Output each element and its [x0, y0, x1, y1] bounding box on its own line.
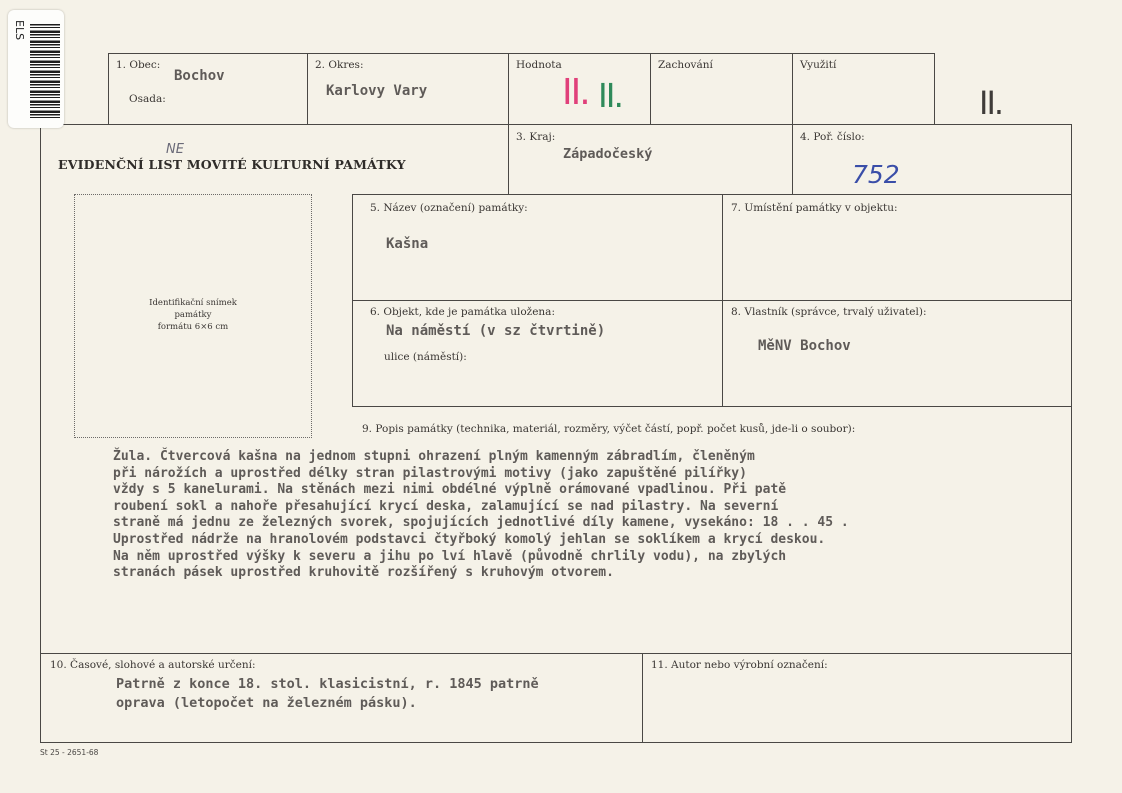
photo-caption-line1: Identifikační snímek — [149, 298, 237, 308]
page-title: EVIDENČNÍ LIST MOVITÉ KULTURNÍ PAMÁTKY — [58, 157, 406, 172]
zachovani-label: Zachování — [658, 59, 713, 71]
objekt-label: 6. Objekt, kde je památka uložena: — [370, 306, 555, 318]
objekt-value: Na náměstí (v sz čtvrtině) — [386, 323, 606, 339]
okres-label: 2. Okres: — [315, 59, 364, 71]
obec-label: 1. Obec: — [116, 59, 161, 71]
autor-label: 11. Autor nebo výrobní označení: — [651, 659, 828, 671]
kraj-value: Západočeský — [563, 146, 653, 162]
hodnota-label: Hodnota — [516, 59, 562, 71]
popis-line: roubení sokl a nahoře přesahující krycí deska, zalamující se nad pilastry. Na severní — [113, 498, 779, 514]
nazev-label: 5. Název (označení) památky: — [370, 202, 528, 214]
popis-line: při nárožích a uprostřed délky stran pilastrovými motivy (jako zapuštěné pilířky) — [113, 465, 747, 481]
barcode-icon — [30, 24, 60, 118]
hodnota-mark-red: II. — [562, 72, 589, 113]
popis-line: Žula. Čtvercová kašna na jednom stupni ohrazení plným kamenným zábradlím, členěným — [113, 449, 755, 464]
casove-label: 10. Časové, slohové a autorské určení: — [50, 659, 256, 671]
casove-line: oprava (letopočet na železném pásku). — [116, 695, 417, 711]
form-code: St 25 - 2651-68 — [40, 748, 99, 757]
popis-line: straně má jednu ze železných svorek, spojujících jednotlivé díly kamene, vysekáno: 18 . . 45 . — [113, 515, 849, 531]
photo-placeholder — [74, 194, 312, 438]
casove-line: Patrně z konce 18. stol. klasicistní, r. 1845 patrně — [116, 676, 539, 692]
popis-line: Uprostřed nádrže na hranolovém podstavci čtyřboký komolý jehlan se soklíkem a krycí deskou. — [113, 531, 826, 547]
popis-line: stranách pásek uprostřed kruhovitě rozšířený s kruhovým otvorem. — [113, 565, 614, 581]
vyuziti-label: Využití — [800, 59, 837, 71]
photo-caption-line3: formátu 6×6 cm — [157, 322, 229, 332]
photo-caption — [75, 297, 311, 333]
popis-label: 9. Popis památky (technika, materiál, rozměry, výčet částí, popř. počet kusů, jde-li o soubor): — [362, 423, 856, 435]
umisteni-label: 7. Umístění památky v objektu: — [731, 202, 898, 214]
osada-label: Osada: — [129, 93, 166, 105]
photo-caption-line2: památky — [174, 310, 212, 320]
corner-mark: II. — [979, 84, 1003, 122]
vlastnik-value: MěNV Bochov — [758, 338, 851, 354]
ulice-label: ulice (náměstí): — [384, 351, 467, 363]
kraj-label: 3. Kraj: — [516, 131, 556, 143]
nazev-value: Kašna — [386, 236, 429, 252]
obec-value: Bochov — [174, 68, 225, 84]
hodnota-mark-green: II. — [598, 76, 622, 115]
por-cislo-value: 752 — [852, 160, 900, 189]
ne-insert: NE — [166, 142, 184, 157]
okres-value: Karlovy Vary — [326, 83, 428, 99]
por-cislo-label: 4. Poř. číslo: — [800, 131, 865, 143]
popis-line: Na něm uprostřed výšky k severu a jihu po lví hlavě (původně chrlily vodu), na zbylých — [113, 548, 787, 564]
barcode-tag — [8, 10, 64, 128]
popis-text — [113, 449, 849, 582]
vlastnik-label: 8. Vlastník (správce, trvalý uživatel): — [731, 306, 927, 318]
tag-label: ELS — [13, 20, 26, 41]
popis-line: vždy s 5 kanelurami. Na stěnách mezi nimi obdélné výplně orámované vpadlinou. Při patě — [113, 482, 787, 498]
